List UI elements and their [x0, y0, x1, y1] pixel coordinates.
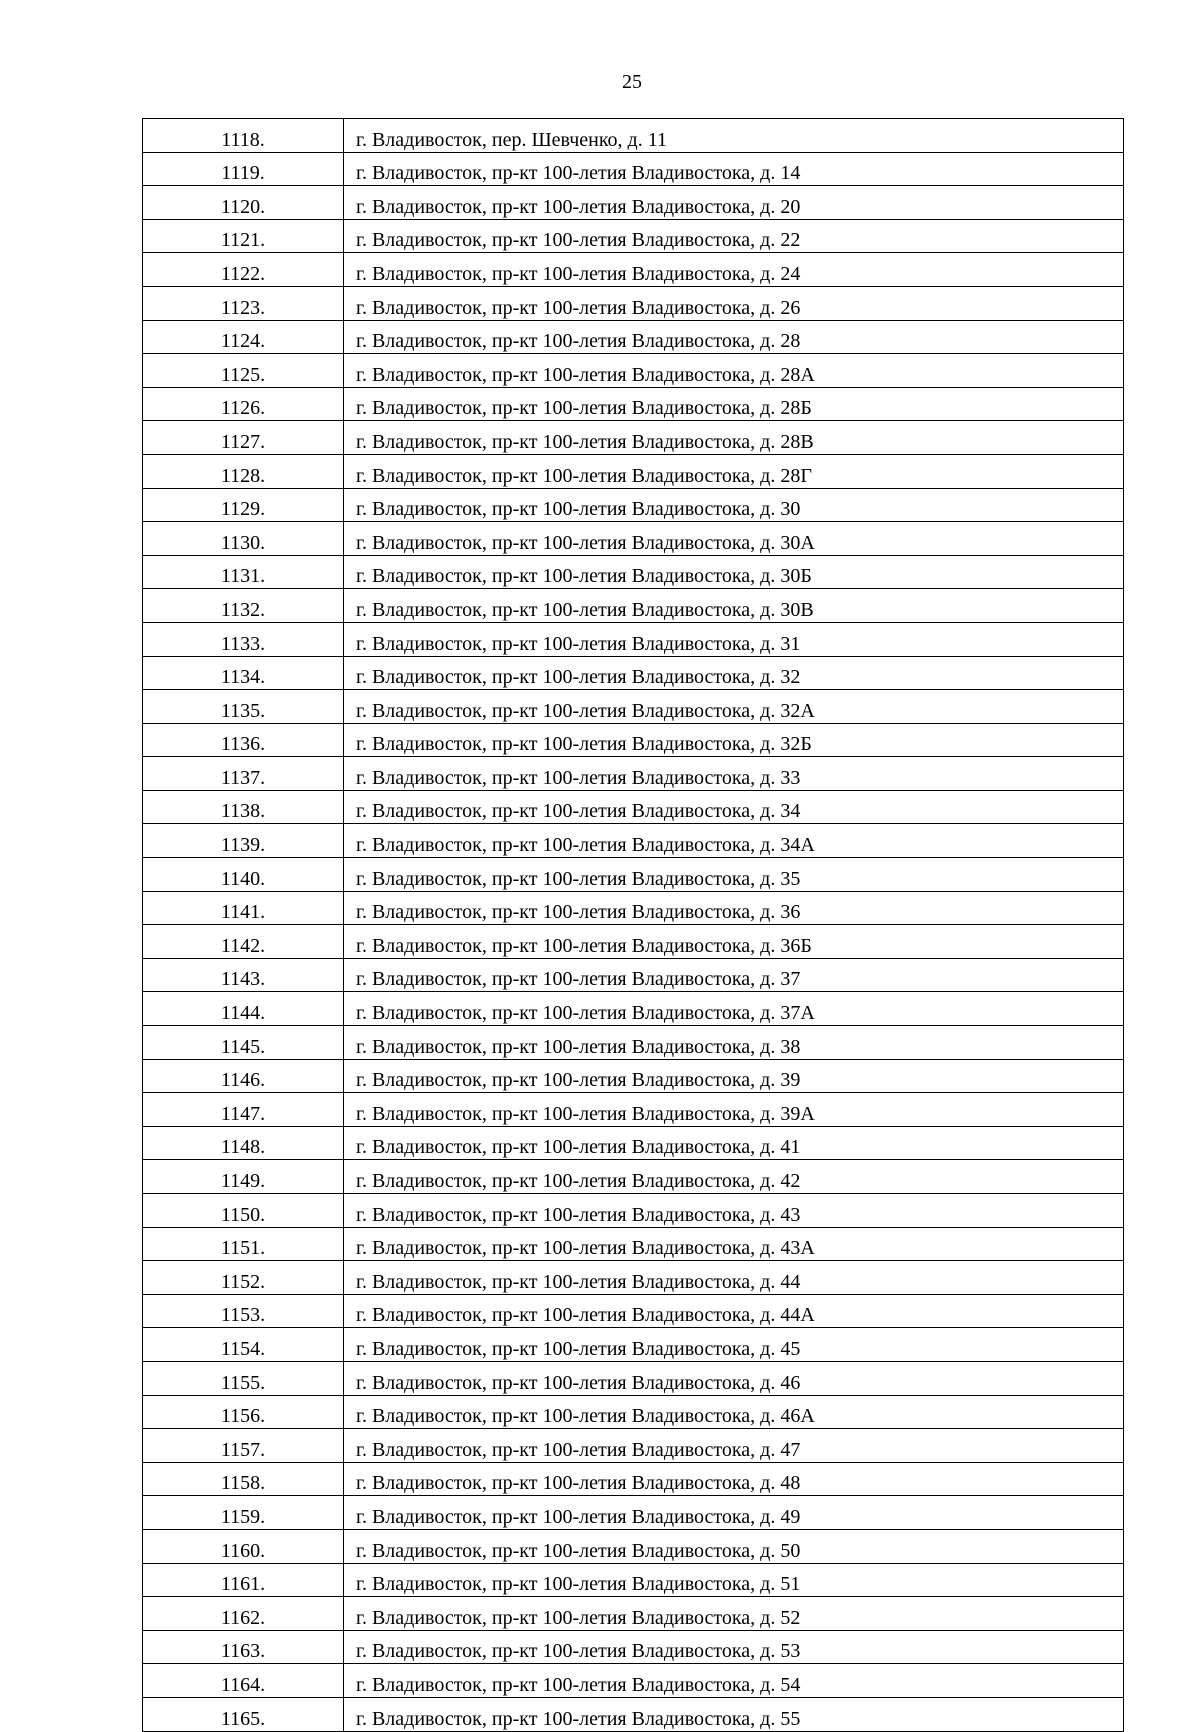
row-number: 1158. [143, 1462, 344, 1496]
row-number: 1146. [143, 1059, 344, 1093]
table-row [143, 522, 1124, 556]
row-number: 1122. [143, 253, 344, 287]
table-row [143, 421, 1124, 455]
row-address: г. Владивосток, пр-кт 100-летия Владивостока, д. 22 [344, 219, 1124, 253]
row-number: 1148. [143, 1126, 344, 1160]
row-address: г. Владивосток, пр-кт 100-летия Владивостока, д. 48 [344, 1462, 1124, 1496]
table-row [143, 690, 1124, 724]
row-address: г. Владивосток, пр-кт 100-летия Владивостока, д. 46А [344, 1395, 1124, 1429]
table-row [143, 824, 1124, 858]
row-number: 1149. [143, 1160, 344, 1194]
table-row [143, 354, 1124, 388]
row-number: 1125. [143, 354, 344, 388]
row-address: г. Владивосток, пр-кт 100-летия Владивостока, д. 37А [344, 992, 1124, 1026]
table-row [143, 858, 1124, 892]
row-address: г. Владивосток, пр-кт 100-летия Владивостока, д. 20 [344, 186, 1124, 220]
row-number: 1126. [143, 387, 344, 421]
row-number: 1150. [143, 1194, 344, 1228]
row-address: г. Владивосток, пр-кт 100-летия Владивостока, д. 26 [344, 286, 1124, 320]
table-row [143, 253, 1124, 287]
row-address: г. Владивосток, пр-кт 100-летия Владивостока, д. 37 [344, 958, 1124, 992]
row-number: 1145. [143, 1026, 344, 1060]
row-address: г. Владивосток, пр-кт 100-летия Владивостока, д. 30Б [344, 555, 1124, 589]
row-number: 1162. [143, 1597, 344, 1631]
row-address: г. Владивосток, пр-кт 100-летия Владивостока, д. 39 [344, 1059, 1124, 1093]
row-number: 1133. [143, 622, 344, 656]
row-address: г. Владивосток, пр-кт 100-летия Владивостока, д. 33 [344, 757, 1124, 791]
table-row [143, 454, 1124, 488]
row-number: 1136. [143, 723, 344, 757]
table-row [143, 622, 1124, 656]
row-number: 1128. [143, 454, 344, 488]
row-number: 1127. [143, 421, 344, 455]
page-number: 25 [622, 71, 642, 93]
table-row [143, 757, 1124, 791]
table-row [143, 1697, 1124, 1731]
table-row [143, 1194, 1124, 1228]
table-row [143, 992, 1124, 1026]
row-number: 1144. [143, 992, 344, 1026]
row-address: г. Владивосток, пр-кт 100-летия Владивостока, д. 41 [344, 1126, 1124, 1160]
row-address: г. Владивосток, пр-кт 100-летия Владивостока, д. 52 [344, 1597, 1124, 1631]
row-address: г. Владивосток, пер. Шевченко, д. 11 [344, 119, 1124, 153]
table-row [143, 1429, 1124, 1463]
table-row [143, 119, 1124, 153]
table-row [143, 186, 1124, 220]
row-number: 1120. [143, 186, 344, 220]
row-address: г. Владивосток, пр-кт 100-летия Владивостока, д. 34 [344, 790, 1124, 824]
row-address: г. Владивосток, пр-кт 100-летия Владивостока, д. 30 [344, 488, 1124, 522]
row-address: г. Владивосток, пр-кт 100-летия Владивостока, д. 35 [344, 858, 1124, 892]
row-address: г. Владивосток, пр-кт 100-летия Владивостока, д. 30В [344, 589, 1124, 623]
row-number: 1140. [143, 858, 344, 892]
table-row [143, 1361, 1124, 1395]
table-row [143, 1227, 1124, 1261]
row-address: г. Владивосток, пр-кт 100-летия Владивостока, д. 55 [344, 1697, 1124, 1731]
row-address: г. Владивосток, пр-кт 100-летия Владивостока, д. 46 [344, 1361, 1124, 1395]
row-number: 1132. [143, 589, 344, 623]
row-address: г. Владивосток, пр-кт 100-летия Владивостока, д. 28В [344, 421, 1124, 455]
row-address: г. Владивосток, пр-кт 100-летия Владивостока, д. 24 [344, 253, 1124, 287]
row-address: г. Владивосток, пр-кт 100-летия Владивостока, д. 43 [344, 1194, 1124, 1228]
table-row [143, 589, 1124, 623]
table-row [143, 1261, 1124, 1295]
table-row [143, 1294, 1124, 1328]
table-row [143, 219, 1124, 253]
table-row [143, 656, 1124, 690]
row-address: г. Владивосток, пр-кт 100-летия Владивостока, д. 43А [344, 1227, 1124, 1261]
row-address: г. Владивосток, пр-кт 100-летия Владивостока, д. 49 [344, 1496, 1124, 1530]
table-row [143, 1496, 1124, 1530]
table-row [143, 387, 1124, 421]
row-number: 1159. [143, 1496, 344, 1530]
table-row [143, 1160, 1124, 1194]
address-table [142, 118, 1124, 1732]
table-row [143, 1630, 1124, 1664]
row-address: г. Владивосток, пр-кт 100-летия Владивостока, д. 31 [344, 622, 1124, 656]
table-row [143, 958, 1124, 992]
row-address: г. Владивосток, пр-кт 100-летия Владивостока, д. 53 [344, 1630, 1124, 1664]
table-row [143, 1395, 1124, 1429]
row-address: г. Владивосток, пр-кт 100-летия Владивостока, д. 54 [344, 1664, 1124, 1698]
table-row [143, 1597, 1124, 1631]
row-number: 1143. [143, 958, 344, 992]
row-address: г. Владивосток, пр-кт 100-летия Владивостока, д. 28А [344, 354, 1124, 388]
row-number: 1138. [143, 790, 344, 824]
row-address: г. Владивосток, пр-кт 100-летия Владивостока, д. 51 [344, 1563, 1124, 1597]
table-row [143, 488, 1124, 522]
row-address: г. Владивосток, пр-кт 100-летия Владивостока, д. 39А [344, 1093, 1124, 1127]
row-number: 1163. [143, 1630, 344, 1664]
row-address: г. Владивосток, пр-кт 100-летия Владивостока, д. 44 [344, 1261, 1124, 1295]
table-row [143, 1529, 1124, 1563]
table-row [143, 1093, 1124, 1127]
row-number: 1157. [143, 1429, 344, 1463]
row-number: 1142. [143, 925, 344, 959]
row-number: 1151. [143, 1227, 344, 1261]
row-number: 1164. [143, 1664, 344, 1698]
address-table-body [143, 119, 1124, 1732]
row-number: 1141. [143, 891, 344, 925]
row-address: г. Владивосток, пр-кт 100-летия Владивостока, д. 28 [344, 320, 1124, 354]
row-number: 1161. [143, 1563, 344, 1597]
row-number: 1139. [143, 824, 344, 858]
table-row [143, 1059, 1124, 1093]
row-number: 1160. [143, 1529, 344, 1563]
table-row [143, 1126, 1124, 1160]
row-number: 1137. [143, 757, 344, 791]
row-address: г. Владивосток, пр-кт 100-летия Владивостока, д. 34А [344, 824, 1124, 858]
row-address: г. Владивосток, пр-кт 100-летия Владивостока, д. 14 [344, 152, 1124, 186]
row-address: г. Владивосток, пр-кт 100-летия Владивостока, д. 42 [344, 1160, 1124, 1194]
table-row [143, 320, 1124, 354]
table-row [143, 790, 1124, 824]
row-address: г. Владивосток, пр-кт 100-летия Владивостока, д. 30А [344, 522, 1124, 556]
table-row [143, 555, 1124, 589]
row-address: г. Владивосток, пр-кт 100-летия Владивостока, д. 32Б [344, 723, 1124, 757]
table-row [143, 286, 1124, 320]
table-row [143, 152, 1124, 186]
row-number: 1134. [143, 656, 344, 690]
row-number: 1129. [143, 488, 344, 522]
row-address: г. Владивосток, пр-кт 100-летия Владивостока, д. 47 [344, 1429, 1124, 1463]
row-address: г. Владивосток, пр-кт 100-летия Владивостока, д. 45 [344, 1328, 1124, 1362]
row-address: г. Владивосток, пр-кт 100-летия Владивостока, д. 28Б [344, 387, 1124, 421]
row-number: 1121. [143, 219, 344, 253]
row-number: 1154. [143, 1328, 344, 1362]
row-number: 1152. [143, 1261, 344, 1295]
row-address: г. Владивосток, пр-кт 100-летия Владивостока, д. 36 [344, 891, 1124, 925]
row-number: 1124. [143, 320, 344, 354]
table-row [143, 1328, 1124, 1362]
row-number: 1119. [143, 152, 344, 186]
row-number: 1130. [143, 522, 344, 556]
table-row [143, 891, 1124, 925]
row-number: 1118. [143, 119, 344, 153]
row-number: 1165. [143, 1697, 344, 1731]
row-number: 1155. [143, 1361, 344, 1395]
table-row [143, 1026, 1124, 1060]
table-row [143, 723, 1124, 757]
table-row [143, 925, 1124, 959]
row-address: г. Владивосток, пр-кт 100-летия Владивостока, д. 50 [344, 1529, 1124, 1563]
row-number: 1156. [143, 1395, 344, 1429]
row-address: г. Владивосток, пр-кт 100-летия Владивостока, д. 36Б [344, 925, 1124, 959]
row-number: 1135. [143, 690, 344, 724]
row-number: 1131. [143, 555, 344, 589]
row-address: г. Владивосток, пр-кт 100-летия Владивостока, д. 28Г [344, 454, 1124, 488]
row-address: г. Владивосток, пр-кт 100-летия Владивостока, д. 32А [344, 690, 1124, 724]
row-address: г. Владивосток, пр-кт 100-летия Владивостока, д. 32 [344, 656, 1124, 690]
row-number: 1147. [143, 1093, 344, 1127]
row-address: г. Владивосток, пр-кт 100-летия Владивостока, д. 44А [344, 1294, 1124, 1328]
table-row [143, 1462, 1124, 1496]
row-number: 1123. [143, 286, 344, 320]
row-address: г. Владивосток, пр-кт 100-летия Владивостока, д. 38 [344, 1026, 1124, 1060]
row-number: 1153. [143, 1294, 344, 1328]
table-row [143, 1563, 1124, 1597]
table-row [143, 1664, 1124, 1698]
